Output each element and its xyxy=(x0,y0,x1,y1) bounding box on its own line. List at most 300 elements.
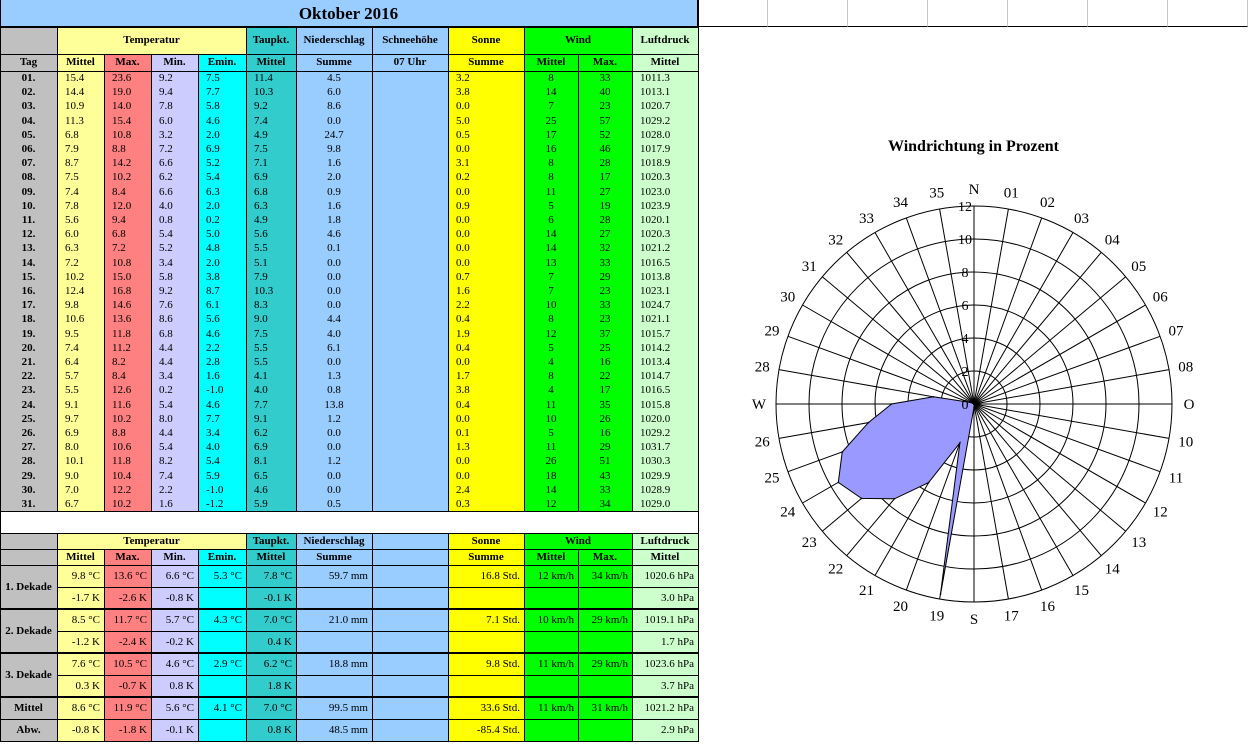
summary-deviation xyxy=(198,631,246,653)
summary-deviation: -0.7 K xyxy=(104,675,151,697)
summary-subheader-summe: Summe xyxy=(448,549,524,565)
day-value: 10.1 xyxy=(57,454,104,469)
day-value: 5 xyxy=(524,341,578,355)
summary-deviation: -0.1 K xyxy=(246,587,296,609)
day-value: 1024.7 xyxy=(632,298,698,312)
day-value: 10.2 xyxy=(104,170,151,185)
day-value: 2.0 xyxy=(198,256,246,270)
day-value: -1.0 xyxy=(198,483,246,497)
wind-rose-direction-label: 34 xyxy=(893,195,908,211)
day-value: 3.8 xyxy=(448,85,524,99)
day-value: 10.8 xyxy=(104,256,151,270)
day-value: 0.2 xyxy=(448,170,524,185)
day-value: 5.2 xyxy=(151,241,198,256)
summary-deviation xyxy=(198,719,246,741)
day-value: 6.1 xyxy=(296,341,372,355)
day-value: 10.2 xyxy=(104,412,151,426)
wind-rose-direction-label: 20 xyxy=(893,599,908,615)
wind-rose-direction-label: 25 xyxy=(764,470,780,487)
day-value: 3.8 xyxy=(198,270,246,284)
wind-rose-direction-label: 19 xyxy=(929,608,945,625)
day-label: 22. xyxy=(0,369,57,383)
summary-value: 10.5 °C xyxy=(104,653,151,675)
day-value: 7.6 xyxy=(151,298,198,312)
day-label: 04. xyxy=(0,114,57,128)
day-value: 5.4 xyxy=(151,227,198,241)
empty-sheet-cell xyxy=(1008,0,1088,27)
summary-subheader-mittel: Mittel xyxy=(246,549,296,565)
day-value: -1.2 xyxy=(198,497,246,511)
day-value: 9.8 xyxy=(57,298,104,312)
day-value: 10.6 xyxy=(104,440,151,454)
subheader-emin: Emin. xyxy=(198,54,246,71)
subheader-max: Max. xyxy=(578,54,632,71)
summary-value: 11 km/h xyxy=(524,653,578,675)
summary-header-wind: Wind xyxy=(524,533,632,549)
day-value: 5.1 xyxy=(246,256,296,270)
day-value: 17 xyxy=(524,128,578,142)
day-value: 35 xyxy=(578,398,632,412)
day-value: 14.2 xyxy=(104,156,151,170)
day-value: 6.8 xyxy=(246,185,296,199)
day-value: 2.2 xyxy=(448,298,524,312)
day-value: 1.2 xyxy=(296,412,372,426)
day-value: 1.9 xyxy=(448,327,524,341)
day-value: 8 xyxy=(524,170,578,185)
day-value: 5.5 xyxy=(246,341,296,355)
day-value: 46 xyxy=(578,142,632,156)
day-value: 0.8 xyxy=(151,213,198,227)
day-value xyxy=(372,99,448,114)
day-value: 1023.1 xyxy=(632,284,698,298)
summary-value: 7.6 °C xyxy=(57,653,104,675)
day-value: 28 xyxy=(578,213,632,227)
day-value xyxy=(372,114,448,128)
day-value: 1023.0 xyxy=(632,185,698,199)
day-value: 5 xyxy=(524,199,578,213)
day-value xyxy=(372,71,448,85)
day-value: 34 xyxy=(578,497,632,511)
day-value: 23 xyxy=(578,99,632,114)
day-value xyxy=(372,398,448,412)
day-value: 4.4 xyxy=(296,312,372,327)
day-value: 9.4 xyxy=(151,85,198,99)
day-value: 1013.4 xyxy=(632,355,698,369)
summary-deviation xyxy=(448,587,524,609)
summary-subheader-min: Min. xyxy=(151,549,198,565)
summary-header-taupkt: Taupkt. xyxy=(246,533,296,549)
summary-deviation: -85.4 Std. xyxy=(448,719,524,741)
day-value: 4.0 xyxy=(151,199,198,213)
summary-deviation: 0.4 K xyxy=(246,631,296,653)
header-luftdruck: Luftdruck xyxy=(632,27,698,54)
day-value xyxy=(372,497,448,511)
empty-sheet-cell xyxy=(1168,0,1248,27)
day-value: 11 xyxy=(524,185,578,199)
day-value: 6.6 xyxy=(151,185,198,199)
day-value: 6 xyxy=(524,213,578,227)
day-value: 10.3 xyxy=(246,85,296,99)
day-value: 7.4 xyxy=(246,114,296,128)
day-value: 7.8 xyxy=(57,199,104,213)
day-value: 1015.8 xyxy=(632,398,698,412)
day-value: 1016.5 xyxy=(632,383,698,398)
day-value: 33 xyxy=(578,256,632,270)
summary-deviation: 3.0 hPa xyxy=(632,587,698,609)
summary-deviation: 1.7 hPa xyxy=(632,631,698,653)
summary-deviation xyxy=(198,675,246,697)
day-value: 7.5 xyxy=(246,142,296,156)
day-value: 40 xyxy=(578,85,632,99)
wind-rose-point xyxy=(868,422,870,424)
day-label: 18. xyxy=(0,312,57,327)
summary-value: 59.7 mm xyxy=(296,565,372,587)
day-value xyxy=(372,142,448,156)
day-value: 8.2 xyxy=(151,454,198,469)
day-value: 15.4 xyxy=(57,71,104,85)
day-value: 1029.2 xyxy=(632,426,698,440)
day-value xyxy=(372,270,448,284)
day-label: 06. xyxy=(0,142,57,156)
day-value: 5.4 xyxy=(151,398,198,412)
day-value xyxy=(372,213,448,227)
subheader-mittel: Mittel xyxy=(632,54,698,71)
summary-value: 29 km/h xyxy=(578,653,632,675)
day-label: 25. xyxy=(0,412,57,426)
summary-header-luftdruck: Luftdruck xyxy=(632,533,698,549)
day-value: 1014.7 xyxy=(632,369,698,383)
summary-value: 1020.6 hPa xyxy=(632,565,698,587)
day-value: 4.6 xyxy=(296,227,372,241)
summary-value: 18.8 mm xyxy=(296,653,372,675)
day-value: 43 xyxy=(578,469,632,483)
wind-rose-point xyxy=(975,403,977,405)
day-value: 12 xyxy=(524,327,578,341)
day-value xyxy=(372,440,448,454)
day-value: 8.7 xyxy=(57,156,104,170)
wind-rose-direction-label: 03 xyxy=(1074,210,1089,227)
summary-value: 5.6 °C xyxy=(151,697,198,719)
day-value: 6.0 xyxy=(57,227,104,241)
day-value: 27 xyxy=(578,185,632,199)
day-value: 19 xyxy=(578,199,632,213)
day-value: 1030.3 xyxy=(632,454,698,469)
summary-value: 6.2 °C xyxy=(246,653,296,675)
day-value: 1016.5 xyxy=(632,256,698,270)
day-value: 3.8 xyxy=(448,383,524,398)
day-value xyxy=(372,454,448,469)
day-value: 33 xyxy=(578,298,632,312)
day-value: 12 xyxy=(524,497,578,511)
day-value: 0.7 xyxy=(448,270,524,284)
summary-deviation: 3.7 hPa xyxy=(632,675,698,697)
subheader-summe: Summe xyxy=(296,54,372,71)
day-value: 26 xyxy=(524,454,578,469)
day-value: 6.7 xyxy=(57,497,104,511)
wind-rose-point xyxy=(974,405,976,407)
summary-deviation: 2.9 hPa xyxy=(632,719,698,741)
day-value: 12.4 xyxy=(57,284,104,298)
day-value: 14 xyxy=(524,241,578,256)
day-value: 1029.0 xyxy=(632,497,698,511)
wind-rose-direction-label: 33 xyxy=(859,210,874,227)
day-value: 4.1 xyxy=(246,369,296,383)
day-value: 0.0 xyxy=(296,426,372,440)
day-value: 0.0 xyxy=(296,355,372,369)
day-value xyxy=(372,227,448,241)
summary-deviation: -1.2 K xyxy=(57,631,104,653)
day-value: 1020.7 xyxy=(632,99,698,114)
day-value: 0.0 xyxy=(448,227,524,241)
day-value: 9.1 xyxy=(57,398,104,412)
empty-sheet-cell xyxy=(1088,0,1168,27)
summary-deviation: 0.3 K xyxy=(57,675,104,697)
day-value: 6.3 xyxy=(246,199,296,213)
day-value: 8 xyxy=(524,71,578,85)
day-label: 15. xyxy=(0,270,57,284)
summary-value: 33.6 Std. xyxy=(448,697,524,719)
day-value: 9.7 xyxy=(57,412,104,426)
day-value: 0.0 xyxy=(448,213,524,227)
day-value: 0.0 xyxy=(448,355,524,369)
day-value: 7.7 xyxy=(198,85,246,99)
day-value: 7.1 xyxy=(246,156,296,170)
day-label: 09. xyxy=(0,185,57,199)
day-label: 26. xyxy=(0,426,57,440)
wind-rose-direction-label: 29 xyxy=(764,323,780,340)
day-label: 13. xyxy=(0,241,57,256)
day-value: 6.0 xyxy=(296,85,372,99)
day-value: 2.0 xyxy=(198,199,246,213)
day-value: 22 xyxy=(578,369,632,383)
day-value: 16 xyxy=(524,142,578,156)
wind-rose-cardinal-label: N xyxy=(968,182,980,198)
day-value: 0.2 xyxy=(198,213,246,227)
day-value: 1023.9 xyxy=(632,199,698,213)
summary-value: 2.9 °C xyxy=(198,653,246,675)
summary-value: 10 km/h xyxy=(524,609,578,631)
day-value: 1020.3 xyxy=(632,227,698,241)
day-value: 33 xyxy=(578,71,632,85)
day-value: 9.8 xyxy=(296,142,372,156)
summary-value: 4.6 °C xyxy=(151,653,198,675)
day-value: 4.4 xyxy=(151,426,198,440)
wind-rose-point xyxy=(972,402,974,404)
day-label: 16. xyxy=(0,284,57,298)
day-value: 8 xyxy=(524,312,578,327)
day-label: 11. xyxy=(0,213,57,227)
day-value: 11.3 xyxy=(57,114,104,128)
day-value: 4.0 xyxy=(246,383,296,398)
summary-deviation xyxy=(578,719,632,741)
day-value: 1028.9 xyxy=(632,483,698,497)
day-value: 6.4 xyxy=(57,355,104,369)
day-value: 5.6 xyxy=(198,312,246,327)
day-value: 0.4 xyxy=(448,341,524,355)
day-value: 16 xyxy=(578,355,632,369)
day-value: 2.0 xyxy=(198,128,246,142)
day-value: 5.6 xyxy=(246,227,296,241)
subheader-uhr07: 07 Uhr xyxy=(372,54,448,71)
day-value: 5.5 xyxy=(57,383,104,398)
day-value: 4.4 xyxy=(151,355,198,369)
wind-rose-point xyxy=(969,402,971,404)
day-value: 5.9 xyxy=(246,497,296,511)
day-value: 7 xyxy=(524,99,578,114)
day-value: 1017.9 xyxy=(632,142,698,156)
day-value: 1011.3 xyxy=(632,71,698,85)
day-value xyxy=(372,469,448,483)
day-value: 4.6 xyxy=(198,114,246,128)
day-value: 1013.8 xyxy=(632,270,698,284)
summary-deviation xyxy=(524,631,578,653)
wind-rose-direction-label: 23 xyxy=(801,535,817,552)
day-value: 6.9 xyxy=(246,170,296,185)
day-label: 10. xyxy=(0,199,57,213)
day-value: 1.6 xyxy=(296,156,372,170)
wind-rose-direction-label: 07 xyxy=(1168,323,1184,340)
day-value: 0.0 xyxy=(296,483,372,497)
day-label: 01. xyxy=(0,71,57,85)
day-value: 10.6 xyxy=(57,312,104,327)
day-value: 0.0 xyxy=(296,114,372,128)
wind-rose-point xyxy=(891,403,893,405)
day-label: 12. xyxy=(0,227,57,241)
day-value: 2.0 xyxy=(296,170,372,185)
day-value: 11.6 xyxy=(104,398,151,412)
wind-rose-direction-label: 12 xyxy=(1152,504,1168,521)
day-value: 6.6 xyxy=(151,156,198,170)
header-schneehoehe: Schneehöhe xyxy=(372,27,448,54)
empty-sheet-cell xyxy=(928,0,1008,27)
day-label: 31. xyxy=(0,497,57,511)
summary-deviation xyxy=(448,675,524,697)
day-value: 7 xyxy=(524,270,578,284)
day-label: 28. xyxy=(0,454,57,469)
day-value: 2.2 xyxy=(198,341,246,355)
day-value: 23 xyxy=(578,284,632,298)
empty-sheet-cell xyxy=(768,0,848,27)
summary-value: 1023.6 hPa xyxy=(632,653,698,675)
summary-value: 7.1 Std. xyxy=(448,609,524,631)
wind-rose-direction-label: 11 xyxy=(1168,470,1184,487)
summary-value: 4.1 °C xyxy=(198,697,246,719)
summary-value: 7.0 °C xyxy=(246,609,296,631)
subheader-tag: Tag xyxy=(0,54,57,71)
summary-deviation xyxy=(524,675,578,697)
day-value: 17 xyxy=(578,170,632,185)
header-taupkt: Taupkt. xyxy=(246,27,296,54)
wind-rose-chart xyxy=(699,27,1248,742)
day-value: 7.5 xyxy=(198,71,246,85)
day-value: 1021.1 xyxy=(632,312,698,327)
day-value: 29 xyxy=(578,270,632,284)
day-value: -1.0 xyxy=(198,383,246,398)
day-value: 0.0 xyxy=(296,256,372,270)
day-value: 6.2 xyxy=(151,170,198,185)
day-value: 14.6 xyxy=(104,298,151,312)
day-value: 0.0 xyxy=(448,256,524,270)
page-title: Oktober 2016 xyxy=(0,0,698,27)
day-label: 29. xyxy=(0,469,57,483)
day-value xyxy=(372,355,448,369)
day-value: 1029.2 xyxy=(632,114,698,128)
wind-rose-direction-label: 32 xyxy=(828,232,844,249)
summary-value: 8.6 °C xyxy=(57,697,104,719)
summary-deviation: 0.8 K xyxy=(151,675,198,697)
day-value: 0.0 xyxy=(296,298,372,312)
day-value: 4 xyxy=(524,355,578,369)
day-value: 1.3 xyxy=(296,369,372,383)
summary-value: 12 km/h xyxy=(524,565,578,587)
day-value: 0.1 xyxy=(296,241,372,256)
wind-rose-direction-label: 15 xyxy=(1074,583,1089,600)
day-value: 0.9 xyxy=(448,199,524,213)
day-value: 1020.3 xyxy=(632,170,698,185)
empty-sheet-cell xyxy=(848,0,928,27)
day-label: 21. xyxy=(0,355,57,369)
day-label: 19. xyxy=(0,327,57,341)
summary-header-temperatur: Temperatur xyxy=(57,533,246,549)
summary-value: 7.0 °C xyxy=(246,697,296,719)
day-value: 7.9 xyxy=(246,270,296,284)
summary-value: 99.5 mm xyxy=(296,697,372,719)
summary-subheader-max: Max. xyxy=(578,549,632,565)
summary-deviation: -2.6 K xyxy=(104,587,151,609)
day-value: 4 xyxy=(524,383,578,398)
day-value: 14.4 xyxy=(57,85,104,99)
wind-rose-direction-label: 31 xyxy=(801,258,817,275)
summary-value: 11.9 °C xyxy=(104,697,151,719)
day-label: 07. xyxy=(0,156,57,170)
summary-value: 11 km/h xyxy=(524,697,578,719)
day-value: 3.4 xyxy=(151,369,198,383)
empty-sheet-cell xyxy=(699,0,768,27)
wind-rose-point xyxy=(933,396,935,398)
day-value: 7.2 xyxy=(104,241,151,256)
wind-rose-point xyxy=(959,442,961,444)
day-value: 5.9 xyxy=(198,469,246,483)
day-value xyxy=(372,412,448,426)
day-value xyxy=(372,312,448,327)
day-value: 5.0 xyxy=(198,227,246,241)
day-value: 4.6 xyxy=(198,327,246,341)
day-value: 7.8 xyxy=(151,99,198,114)
day-value: 10.9 xyxy=(57,99,104,114)
day-value: 0.9 xyxy=(296,185,372,199)
wind-rose-direction-label: 22 xyxy=(828,561,844,578)
summary-header-sonne: Sonne xyxy=(448,533,524,549)
day-value: 8.2 xyxy=(104,355,151,369)
day-value: 0.0 xyxy=(296,270,372,284)
wind-rose-area xyxy=(699,27,1248,742)
day-value xyxy=(372,284,448,298)
day-value: 0.0 xyxy=(448,99,524,114)
day-value: 10 xyxy=(524,412,578,426)
summary-label: 1. Dekade xyxy=(0,565,57,609)
day-value: 23.6 xyxy=(104,71,151,85)
day-value: 1.3 xyxy=(448,440,524,454)
day-value: 9.0 xyxy=(246,312,296,327)
day-value: 25 xyxy=(524,114,578,128)
day-value: 11.4 xyxy=(246,71,296,85)
day-value: 37 xyxy=(578,327,632,341)
summary-value: 1021.2 hPa xyxy=(632,697,698,719)
day-value: 7.0 xyxy=(57,483,104,497)
day-value: 1.2 xyxy=(296,454,372,469)
day-value: 14 xyxy=(524,227,578,241)
day-value: 1.8 xyxy=(296,213,372,227)
